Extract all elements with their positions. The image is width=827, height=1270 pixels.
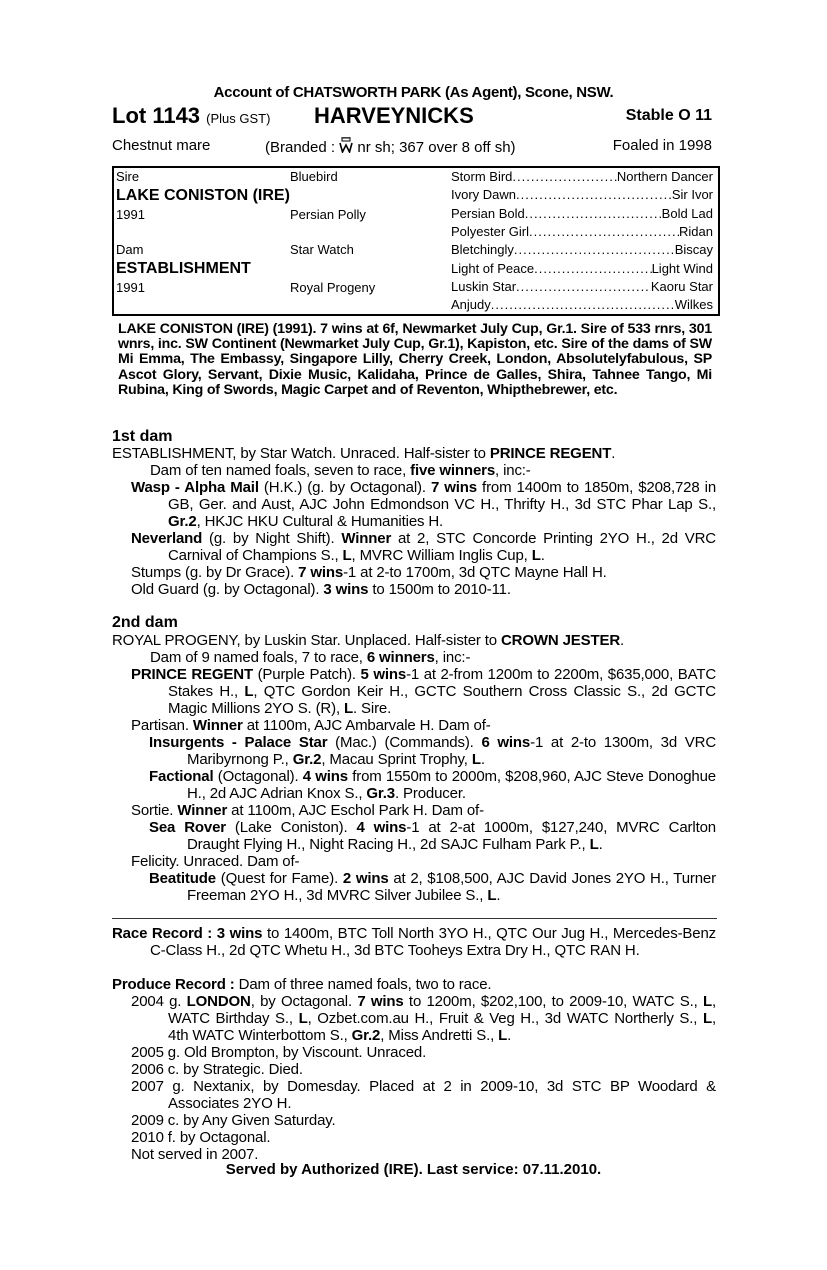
plus-gst-note: (Plus GST) [206, 111, 271, 126]
entry-paragraph [131, 853, 716, 870]
leader-dots [512, 168, 616, 186]
ancestor: Luskin Star [451, 278, 517, 294]
brand-suffix: nr sh; 367 over 8 off sh) [353, 139, 516, 156]
ancestor-sire: Northern Dancer [616, 169, 713, 184]
entry-paragraph [131, 581, 716, 598]
bold-run: 4 wins [302, 768, 348, 785]
leader-dots [516, 186, 672, 204]
text-run: (Quest for Fame). [216, 870, 343, 887]
entry-paragraph [131, 564, 716, 581]
text-run: (g. by Night Shift). [202, 530, 342, 547]
pedigree-box [112, 166, 720, 316]
text-run: . [620, 632, 625, 649]
entry-paragraph [149, 734, 716, 768]
bold-run: L [487, 887, 497, 904]
entry-paragraph [131, 1078, 716, 1112]
grandparent: Persian Polly [290, 207, 366, 222]
text-run: . Producer. [394, 785, 466, 802]
horse-details [112, 137, 712, 157]
bold-run: Factional [149, 768, 214, 785]
entry-paragraph [131, 479, 716, 530]
first-dam-heading: 1st dam [112, 428, 173, 445]
vendor-line: Account of CHATSWORTH PARK (As Agent), Scone, NSW. [213, 84, 614, 101]
text-run: -1 at 2-at 1000m, $127,240, MVRC Carlton Draught Flying H., Night Racing H., 2d SAJC Fulham Park P., [187, 819, 716, 853]
bold-run: 6 winners [366, 649, 435, 666]
text-run: , WATC Birthday S., [168, 993, 716, 1027]
text-run: (Mac.) (Commands). [327, 734, 482, 751]
text-run: . [540, 547, 545, 564]
text-run: -1 at 2-to 1300m, 3d VRC Maribyrnong P., [187, 734, 716, 768]
text-run: to 1400m, BTC Toll North 3YO H., QTC Our Jug H., Mercedes-Benz C-Class H., 2d QTC Whetu H., 3d BTC Tooheys Extra Dry H., QTC RAN H. [150, 925, 717, 959]
brand-description [265, 137, 516, 156]
ancestor-row [451, 260, 713, 278]
horse-name: HARVEYNICKS [314, 103, 474, 128]
dam-name: ESTABLISHMENT [116, 260, 251, 277]
bold-run: L [344, 700, 354, 717]
bold-run: Sea Rover [149, 819, 226, 836]
entry-paragraph [112, 632, 716, 649]
bold-run: Gr.2 [292, 751, 322, 768]
text-run: , MVRC William Inglis Cup, [351, 547, 532, 564]
entry-paragraph [149, 870, 716, 904]
ancestor: Ivory Dawn [451, 187, 517, 203]
text-run: . [480, 751, 485, 768]
grandparent: Bluebird [290, 169, 338, 184]
entry-paragraph [150, 462, 716, 479]
bold-run: 3 wins [323, 581, 369, 598]
text-run: , Ozbet.com.au H., Fruit & Veg H., 3d WATC Northerly S., [307, 1010, 703, 1027]
text-run: Dam of three named foals, two to race. [234, 976, 492, 993]
text-run: 2009 c. by Any Given Saturday. [131, 1112, 336, 1129]
text-run: at 2, $108,500, AJC David Jones 2YO H., Turner Freeman 2YO H., 3d MVRC Silver Jubilee S., [187, 870, 716, 904]
colour-sex: Chestnut mare [112, 137, 211, 154]
ancestor-sire: Bold Lad [661, 205, 713, 221]
ancestor-row [451, 168, 713, 186]
text-run: . [598, 836, 603, 853]
ancestor-row [451, 296, 713, 314]
ancestor-sire: Light Wind [651, 260, 713, 276]
text-run: at 1100m, AJC Eschol Park H. Dam of- [227, 802, 484, 819]
lot-label: Lot 1143 [112, 103, 201, 128]
text-run: to 1500m to 2010-11. [368, 581, 511, 598]
text-run: Partisan. [131, 717, 193, 734]
brand-prefix: (Branded : [265, 139, 340, 156]
entry-paragraph [131, 1112, 716, 1129]
sire-label: Sire [116, 169, 140, 184]
text-run: , inc:- [495, 462, 531, 479]
entry-paragraph [112, 925, 716, 959]
bold-run: 5 wins [360, 666, 407, 683]
text-run: . [611, 445, 616, 462]
text-run: , QTC Gordon Keir H., GCTC Southern Cross Classic S., 2d GCTC Magic Millions 2YO S. (R), [168, 683, 716, 717]
grandparent: Royal Progeny [290, 280, 376, 295]
leader-dots [529, 223, 679, 241]
bold-run: 7 wins [357, 993, 404, 1010]
text-run: , HKJC HKU Cultural & Humanities H. [196, 513, 444, 530]
leader-dots [534, 260, 651, 278]
bold-run: L [531, 547, 541, 564]
bold-run: PRINCE REGENT [489, 445, 612, 462]
entry-paragraph [150, 649, 716, 666]
entry-paragraph [131, 802, 716, 819]
bold-run: Gr.2 [351, 1027, 381, 1044]
entry-paragraph [112, 445, 716, 462]
bold-run: CROWN JESTER [500, 632, 621, 649]
ancestor-sire: Sir Ivor [671, 187, 713, 203]
text-run: -1 at 2-from 1200m to 2200m, $635,000, BATC Stakes H., [168, 666, 717, 700]
text-run: Felicity. Unraced. Dam of- [131, 853, 300, 870]
divider [112, 918, 717, 919]
stable-number: Stable O 11 [625, 107, 712, 124]
bold-run: 2 wins [342, 870, 389, 887]
bold-run: Neverland [131, 530, 203, 547]
text-run: Old Guard (g. by Octagonal). [131, 581, 324, 598]
bold-run: LONDON [186, 993, 251, 1010]
ancestor-row [451, 278, 713, 296]
text-run: ESTABLISHMENT, by Star Watch. Unraced. Half-sister to [112, 445, 490, 462]
leader-dots [525, 205, 662, 223]
second-dam-heading: 2nd dam [112, 614, 178, 631]
entry-paragraph [131, 993, 716, 1044]
foaled-year: Foaled in 1998 [612, 137, 712, 154]
entry-paragraph [149, 819, 716, 853]
ancestor: Persian Bold [451, 205, 525, 221]
text-run: Stumps (g. by Dr Grace). [131, 564, 299, 581]
ancestor-sire: Ridan [679, 223, 713, 239]
bold-run: L [244, 683, 254, 700]
bold-run: 6 wins [481, 734, 531, 751]
service-note: Served by Authorized (IRE). Last service: 07.11.2010. [225, 1161, 602, 1178]
leader-dots [516, 278, 651, 296]
entry-paragraph [112, 976, 716, 993]
leader-dots [514, 241, 675, 259]
ancestor-row [451, 223, 713, 241]
bold-run: five winners [410, 462, 496, 479]
entry-paragraph [131, 717, 716, 734]
dam-label: Dam [116, 242, 144, 257]
bold-run: Wasp - Alpha Mail [131, 479, 259, 496]
text-run: at 1100m, AJC Ambarvale H. Dam of- [242, 717, 491, 734]
text-run: 2005 g. Old Brompton, by Viscount. Unraced. [131, 1044, 427, 1061]
lot-number [112, 103, 270, 129]
entry-paragraph [131, 666, 716, 717]
text-run: (Octagonal). [213, 768, 303, 785]
text-run: , inc:- [434, 649, 471, 666]
entry-paragraph [131, 1044, 716, 1061]
text-run: Dam of 9 named foals, 7 to race, [150, 649, 367, 666]
ancestor-row [451, 241, 713, 259]
text-run: 2007 g. Nextanix, by Domesday. Placed at 2 in 2009-10, 3d STC BP Woodard & Associates 2YO H. [131, 1078, 716, 1112]
bold-run: L [298, 1010, 308, 1027]
text-run: Not served in 2007. [131, 1146, 259, 1163]
bold-run: 7 wins [298, 564, 344, 581]
sire-year: 1991 [116, 207, 145, 222]
bold-run: 7 wins [430, 479, 477, 496]
text-run: -1 at 2-to 1700m, 3d QTC Mayne Hall H. [343, 564, 607, 581]
ancestor-row [451, 186, 713, 204]
text-run: , by Octagonal. [250, 993, 358, 1010]
bold-run: L [702, 993, 712, 1010]
bold-run: L [498, 1027, 508, 1044]
bold-run: Produce Record : [112, 976, 235, 993]
bold-run: L [702, 1010, 712, 1027]
ancestor: Polyester Girl [451, 223, 530, 239]
bold-run: Insurgents - Palace Star [149, 734, 328, 751]
bold-run: 4 wins [356, 819, 407, 836]
text-run: 2010 f. by Octagonal. [131, 1129, 271, 1146]
ancestor-sire: Biscay [674, 242, 713, 258]
ancestor: Anjudy [451, 297, 491, 313]
text-run: to 1200m, $202,100, to 2009-10, WATC S., [403, 993, 703, 1010]
ancestor: Storm Bird [451, 169, 513, 184]
entry-paragraph [131, 530, 716, 564]
bold-run: Winner [192, 717, 243, 734]
bold-run: PRINCE REGENT [131, 666, 253, 683]
text-run: . Sire. [353, 700, 392, 717]
entry-paragraph [149, 768, 716, 802]
bold-run: L [471, 751, 481, 768]
bold-run: Gr.2 [168, 513, 197, 530]
ancestor: Bletchingly [451, 242, 514, 258]
bold-run: Winner [341, 530, 392, 547]
bold-run: L [342, 547, 352, 564]
bold-run: Beatitude [149, 870, 216, 887]
text-run: (Lake Coniston). [225, 819, 357, 836]
text-run: from 1400m to 1850m, $208,728 in GB, Ger. and Aust, AJC John Edmondson VC H., Thrifty H., 3d STC Phar Lap S., [168, 479, 717, 513]
lot-line [112, 103, 712, 131]
dam-year: 1991 [116, 280, 145, 295]
sire-summary: LAKE CONISTON (IRE) (1991). 7 wins at 6f, Newmarket July Cup, Gr.1. Sire of 533 rnrs, 301 wnrs, inc. SW Continent (Newmarket July Cup, Gr.1), Kapiston, etc. Sire of the dams of SW Mi Emma, The Embassy, Singapore Lilly, Cherry Creek, London, Absolutelyfabulous, SP Ascot Glory, Servant, Dixie Music, Kalidaha, Prince de Galles, Shira, Tahnee Tango, Mi Rubina, King of Swords, Magic Carpet and of Reventon, Whipthebrewer, etc. [118, 321, 712, 398]
w-crown-brand-icon [339, 137, 353, 153]
bold-run: Winner [177, 802, 228, 819]
text-run: at 2, STC Concorde Printing 2YO H., 2d VRC Carnival of Champions S., [168, 530, 716, 564]
bold-run: Race Record : 3 wins [112, 925, 263, 942]
sire-name: LAKE CONISTON (IRE) [116, 187, 290, 204]
text-run: , Macau Sprint Trophy, [321, 751, 472, 768]
leader-dots [491, 296, 675, 314]
grandparent: Star Watch [290, 242, 354, 257]
text-run: ROYAL PROGENY, by Luskin Star. Unplaced. Half-sister to [112, 632, 501, 649]
text-run: . [507, 1027, 512, 1044]
text-run: , 4th WATC Winterbottom S., [168, 1010, 716, 1044]
text-run: , Miss Andretti S., [380, 1027, 499, 1044]
ancestor: Light of Peace [451, 260, 535, 276]
text-run: 2006 c. by Strategic. Died. [131, 1061, 303, 1078]
ancestor-sire: Kaoru Star [650, 278, 713, 294]
text-run: (H.K.) (g. by Octagonal). [258, 479, 431, 496]
entry-paragraph [131, 1061, 716, 1078]
text-run: from 1550m to 2000m, $208,960, AJC Steve Donoghue H., 2d AJC Adrian Knox S., [187, 768, 716, 802]
bold-run: Gr.3 [366, 785, 395, 802]
bold-run: L [589, 836, 599, 853]
text-run: 2004 g. [131, 993, 187, 1010]
text-run: Sortie. [131, 802, 178, 819]
text-run: . [496, 887, 501, 904]
entry-paragraph [131, 1129, 716, 1146]
ancestor-sire: Wilkes [674, 297, 713, 313]
text-run: (Purple Patch). [252, 666, 361, 683]
ancestor-row [451, 205, 713, 223]
text-run: Dam of ten named foals, seven to race, [150, 462, 411, 479]
